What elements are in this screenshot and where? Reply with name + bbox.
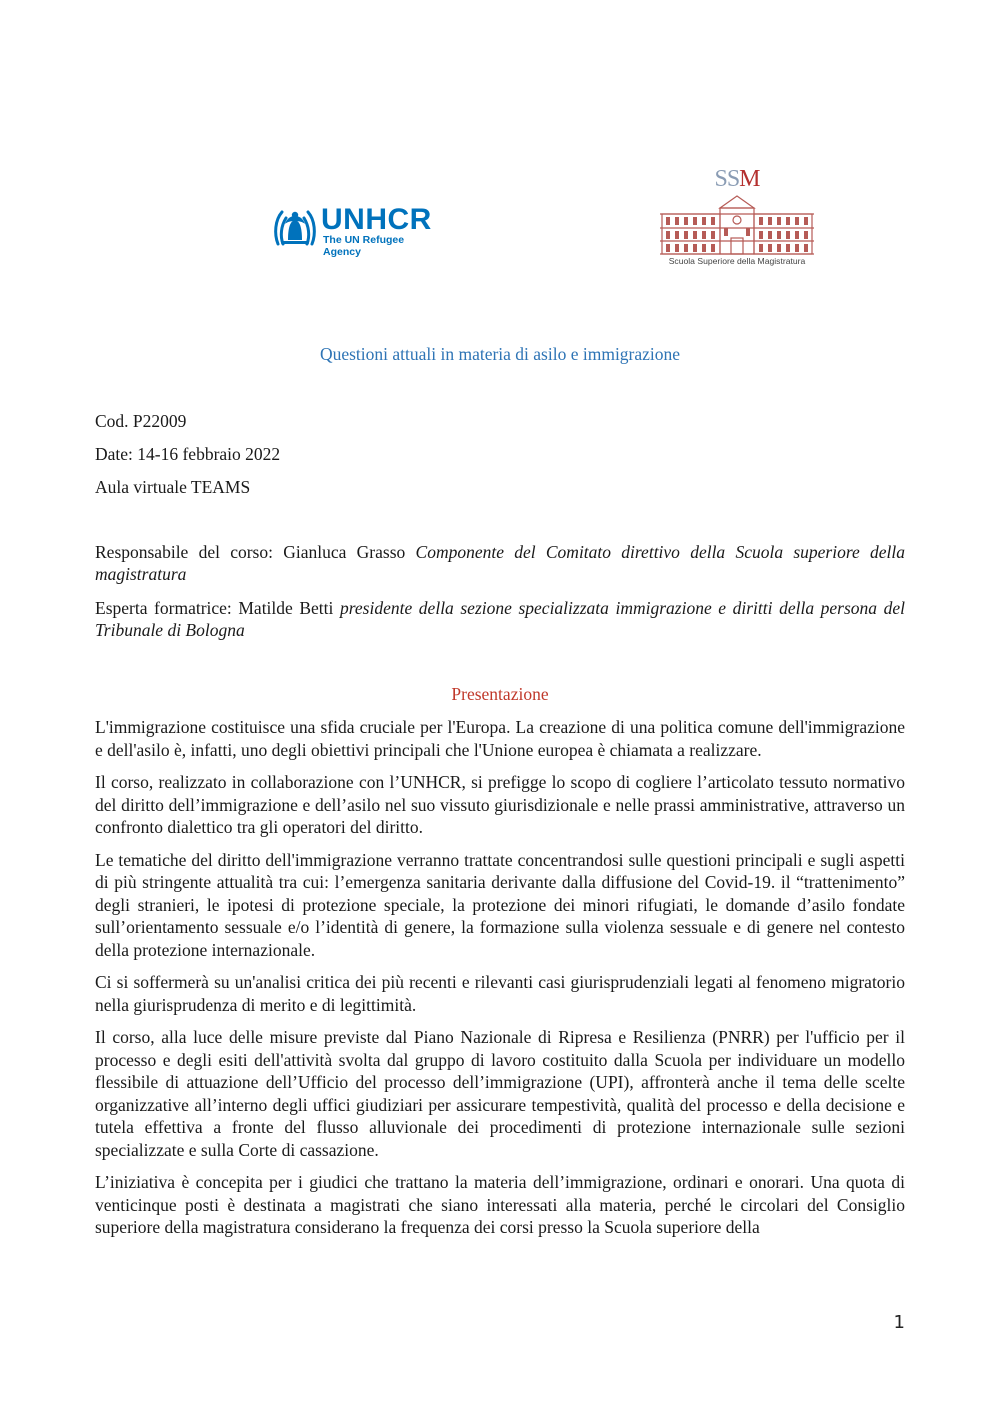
ssm-wordmark <box>652 166 822 192</box>
unhcr-tagline: The UN Refugee Agency <box>323 234 405 258</box>
paragraph: L’iniziativa è concepita per i giudici che trattano la materia dell’immigrazione, ordinari e onorari. Una quota di venticinque posti è destinata a magistrati che siano interessati alla materia, perché le circolari del Consiglio superiore della magistratura considerano la frequenza dei corsi presso la Scuola superiore della <box>95 1172 905 1237</box>
unhcr-wordmark: UNHCR <box>321 203 432 236</box>
ssm-building-icon <box>658 194 816 256</box>
paragraph: Le tematiche del diritto dell'immigrazione verranno trattate concentrandosi sulle questioni principali e sugli aspetti di più stringente attualità tra cui: l’emergenza sanitaria derivante dalla diffusione del Covid-19. il “trattenimento” degli stranieri, le ipotesi di protezione speciale, la protezione dei minori rifugiati, le domande d’asilo fondate sull’orientamento sessuale e/o l’identità di genere, la formazione sulla violenza sessuale e di genere nel contesto della protezione internazionale. <box>95 849 905 960</box>
course-dates: Date: 14-16 febbraio 2022 <box>95 444 281 464</box>
responsible-role: Componente del Comitato direttivo della Scuola superiore della magistratura <box>95 542 906 584</box>
unhcr-emblem-icon <box>272 204 318 248</box>
unhcr-logo <box>272 203 444 258</box>
ssm-wordmark-m: M <box>739 166 760 192</box>
course-code: Cod. P22009 <box>95 411 187 431</box>
ssm-wordmark-ss: SS <box>714 166 740 192</box>
presentation-heading: Presentazione <box>451 684 549 704</box>
presentation-body <box>95 716 905 1249</box>
course-title: Questioni attuali in materia di asilo e immigrazione <box>319 344 681 364</box>
ssm-logo <box>652 166 822 270</box>
paragraph: Ci si soffermerà su un'analisi critica dei più recenti e rilevanti casi giurisprudenziali legati al fenomeno migratorio nella giurisprudenza di merito e di legittimità. <box>95 972 905 1015</box>
responsible-label: Responsabile del corso: Gianluca Grasso <box>95 542 416 562</box>
course-responsible <box>95 541 905 585</box>
page-number: 1 <box>893 1312 905 1333</box>
course-venue: Aula virtuale TEAMS <box>95 477 251 497</box>
course-expert <box>95 597 905 641</box>
expert-label: Esperta formatrice: Matilde Betti <box>95 598 340 618</box>
ssm-caption: Scuola Superiore della Magistratura <box>668 256 806 266</box>
paragraph: Il corso, realizzato in collaborazione con l’UNHCR, si prefigge lo scopo di cogliere l’articolato tessuto normativo del diritto dell’immigrazione e dell’asilo nel suo vissuto giurisdizionale e nelle prassi amministrative, attraverso un confronto dialettico tra gli operatori del diritto. <box>95 772 905 837</box>
expert-role: presidente della sezione specializzata immigrazione e diritti della persona del Tribunale di Bologna <box>95 598 905 640</box>
paragraph: Il corso, alla luce delle misure previste dal Piano Nazionale di Ripresa e Resilienza (PNRR) per l'ufficio per il processo e degli esiti dell'attività svolta dal gruppo di lavoro costituito dalla Scuola per individuare un modello flessibile di attuazione dell’Ufficio del processo dell’immigrazione (UPI), affronterà anche il tema delle scelte organizzative all’interno degli uffici giudiziari per assicurare tempestività, qualità del processo e della decisione e tutela effettiva a fronte del flusso alluvionale dei procedimenti di protezione internazionale sulle sezioni specializzate e sulla Corte di cassazione. <box>95 1027 905 1160</box>
paragraph: L'immigrazione costituisce una sfida cruciale per l'Europa. La creazione di una politica comune dell'immigrazione e dell'asilo è, infatti, uno degli obiettivi principali che l'Unione europea è chiamata a realizzare. <box>95 717 905 760</box>
